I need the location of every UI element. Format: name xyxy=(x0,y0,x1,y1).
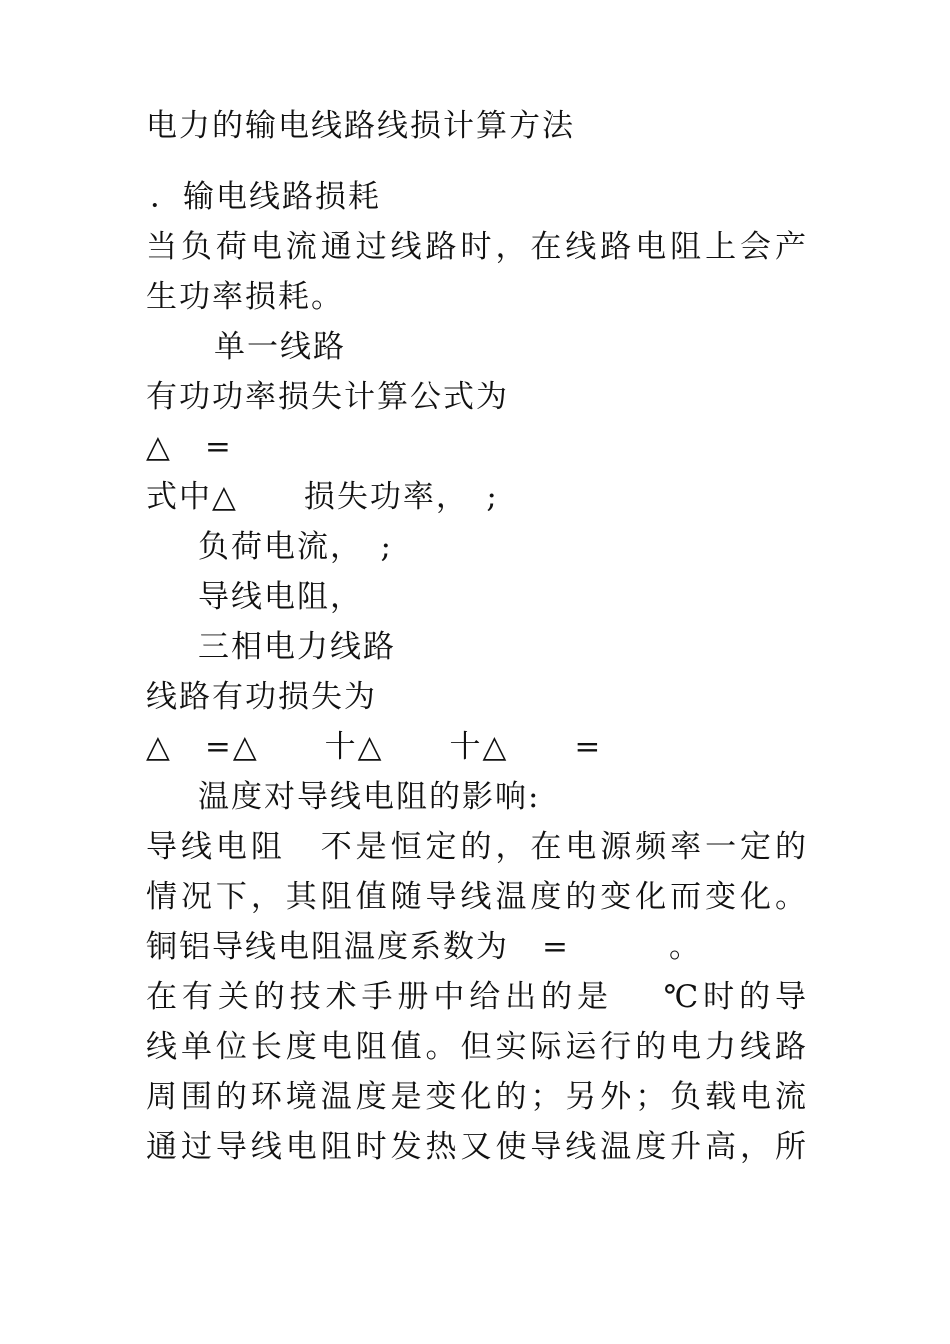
formula-power-loss: △ = xyxy=(146,429,233,465)
formula-three-phase: △ =△ 十△ 十△ = xyxy=(146,729,603,765)
temperature-line-6: 周围的环境温度是变化的；另外；负载电流 xyxy=(146,1079,806,1115)
single-line-heading: 单一线路 xyxy=(214,329,346,365)
where-load-current: 负荷电流， ; xyxy=(198,529,393,565)
where-loss-power: 式中△ 损失功率， ; xyxy=(146,479,499,515)
formula-intro: 有功功率损失计算公式为 xyxy=(146,379,509,415)
intro-line-1: 当负荷电流通过线路时，在线路电阻上会产 xyxy=(146,229,806,265)
temperature-line-1: 导线电阻 不是恒定的，在电源频率一定的 xyxy=(146,829,806,865)
temperature-line-7: 通过导线电阻时发热又使导线温度升高，所 xyxy=(146,1129,806,1165)
three-phase-heading: 三相电力线路 xyxy=(198,629,396,665)
section-heading: ．输电线路损耗 xyxy=(150,179,381,215)
temperature-line-4: 在有关的技术手册中给出的是 ℃时的导 xyxy=(146,979,806,1015)
temperature-line-5: 线单位长度电阻值。但实际运行的电力线路 xyxy=(146,1029,806,1065)
document-title: 电力的输电线路线损计算方法 xyxy=(146,108,575,144)
intro-line-2: 生功率损耗。 xyxy=(146,279,344,315)
where-conductor-resistance: 导线电阻， xyxy=(198,579,363,615)
temperature-heading: 温度对导线电阻的影响: xyxy=(198,779,541,815)
three-phase-intro: 线路有功损失为 xyxy=(146,679,377,715)
temperature-line-2: 情况下，其阻值随导线温度的变化而变化。 xyxy=(146,879,806,915)
temperature-line-3: 铜铝导线电阻温度系数为 = 。 xyxy=(146,929,702,965)
